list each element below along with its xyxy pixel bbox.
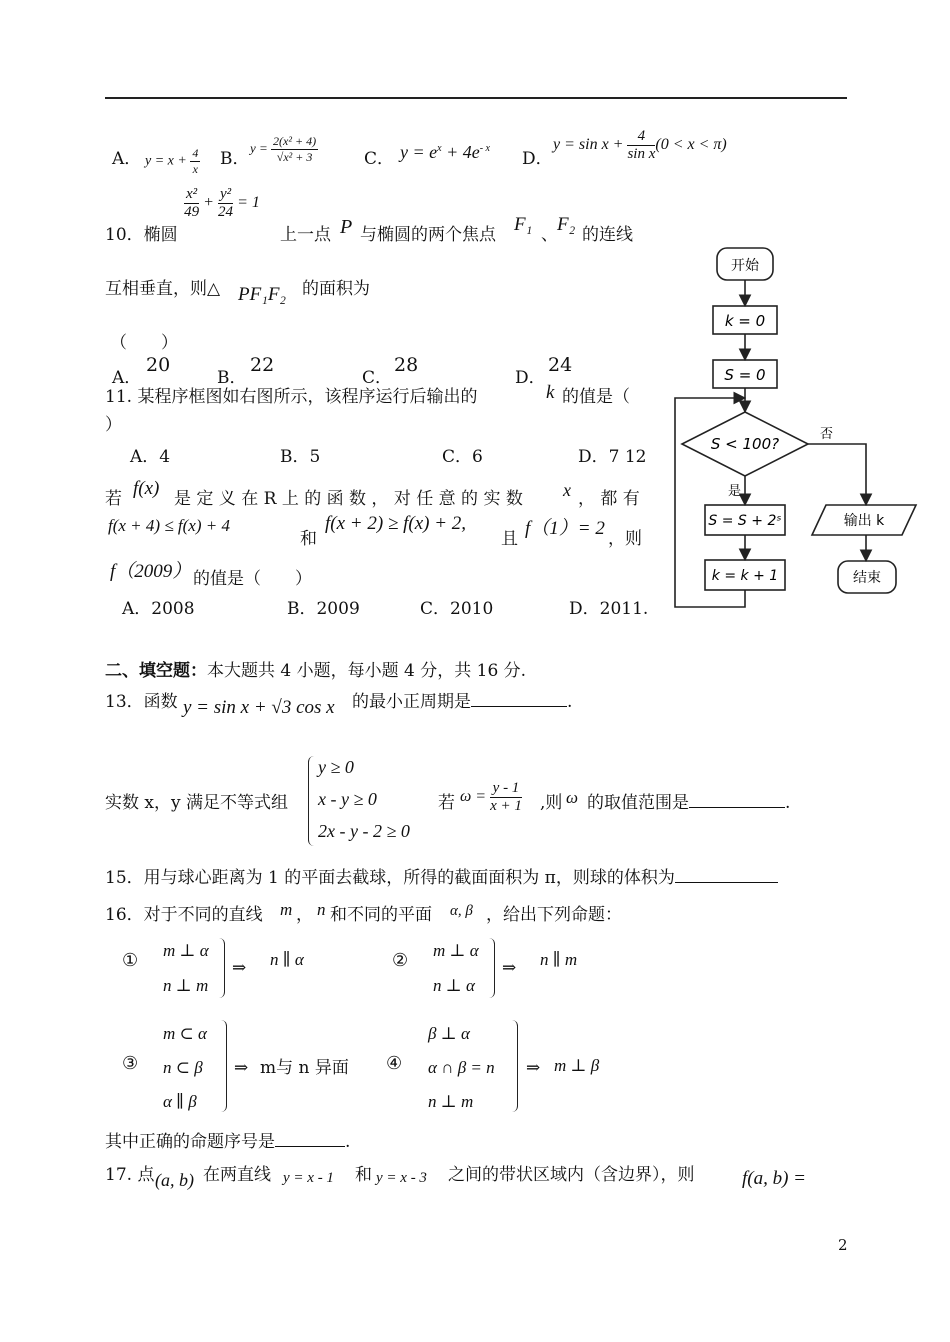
q12-line1-b: 是 定 义 在 R 上 的 函 数 ， 对 任 意 的 实 数: [174, 489, 523, 509]
q16-prop1-result: n ∥ α: [270, 950, 304, 969]
q11-k: k: [546, 382, 555, 403]
q12-cond: f（1）= 2: [525, 518, 605, 539]
flow-s0-label: S = 0: [724, 366, 766, 384]
q15-answer-blank: [675, 866, 778, 883]
q10-triangle: PF₁F₂: [238, 284, 287, 305]
q10-opt-d-label: D．: [515, 368, 546, 388]
q16-prop2-num: ②: [392, 950, 409, 971]
q17-line1: y = x - 1: [283, 1170, 334, 1186]
q16-text-a: 16．对于不同的直线: [105, 905, 263, 925]
q11-text-end: 的值是（: [562, 387, 630, 407]
q10-line2: 互相垂直，则△: [105, 279, 221, 299]
header-rule: [105, 97, 847, 99]
q12-and: 和: [300, 529, 317, 549]
question-15: [105, 863, 778, 888]
q10-text2: 与椭圆的两个焦点: [360, 225, 496, 245]
q16-n: n: [317, 900, 326, 919]
q10-paren: （ ）: [110, 333, 178, 353]
q10-opt-b-value: 22: [250, 354, 275, 376]
q10-equation: $\frac{\text{x²}}{49}$ + $\frac{\text{y²}}{24}$ = 1: [184, 186, 260, 220]
q11-text: 11. 某程序框图如右图所示，该程序运行后输出的: [105, 387, 478, 407]
q16-prop3-cond1: m ⊂ α: [163, 1024, 207, 1043]
q16-text-b: 和不同的平面: [330, 905, 432, 925]
q14-end: 的取值范围是 .: [587, 793, 791, 813]
q9-option-d-expr: y = sin x + $\frac{4}{\text{sin x}}$ (0 < x < π): [553, 128, 727, 162]
q16-prop1-num: ①: [122, 950, 139, 971]
q16-prop3-brace: [220, 1020, 227, 1112]
flow-end-label: 结束: [853, 570, 881, 586]
q17-text1: 在两直线: [203, 1165, 271, 1185]
program-flowchart: [670, 240, 930, 615]
q11-opt-d: D．7 12: [578, 447, 647, 467]
flow-k0-label: k = 0: [724, 312, 766, 330]
q10-opt-c-label: C．: [362, 368, 393, 388]
flow-yes-label: 是: [728, 484, 742, 499]
q12-opt-b: B．2009: [287, 599, 360, 619]
q10-opt-a-value: 20: [146, 354, 171, 376]
q14-brace: [308, 756, 315, 846]
q12-opt-d: D．2011.: [569, 599, 649, 619]
q16-prop4-result: m ⊥ β: [554, 1056, 600, 1075]
q13-answer-blank: [471, 690, 567, 707]
q14-cond-3: 2x - y - 2 ≥ 0: [318, 821, 410, 841]
q9-option-a-expr: y = x + $\frac{4}{x}$: [145, 146, 199, 176]
q16-prop1-brace: [218, 938, 225, 998]
flow-start-label: 开始: [731, 258, 759, 274]
q10-opt-a-label: A．: [112, 368, 142, 388]
q16-prop4-cond2: α ∩ β = n: [428, 1058, 495, 1077]
flow-update-s-label: S = S + 2ˢ: [708, 513, 782, 529]
q16-prop4-brace: [511, 1020, 518, 1112]
q14-omega-def: ω = $\frac{y - 1}{x + 1}$: [460, 780, 522, 814]
q13-end: 的最小正周期是 .: [352, 692, 573, 712]
q12-then: ，则: [608, 529, 642, 549]
q12-ineq2: f(x + 2) ≥ f(x) + 2,: [325, 513, 467, 534]
q12-ruo: 若: [105, 489, 122, 509]
q12-line1-c: ， 都 有: [578, 489, 640, 509]
q16-answer: 其中正确的命题序号是 .: [105, 1132, 351, 1152]
q17-point: (a, b): [155, 1170, 194, 1190]
q10-line2-end: 的面积为: [302, 279, 370, 299]
q10-f1: F₁: [514, 214, 533, 235]
section-2-desc: 本大题共 4 小题，每小题 4 分，共 16 分.: [207, 661, 527, 681]
q11-opt-b: B．5: [280, 447, 321, 467]
q14-omega: ω: [566, 788, 579, 807]
section-2-title: 二、填空题：: [105, 661, 207, 681]
q15-text: 15．用与球心距离为 1 的平面去截球，所得的截面面积为 π，则球的体积为: [105, 868, 675, 888]
q12-ask: 的值是（ ）: [193, 569, 312, 589]
q16-prop2-result: n ∥ m: [540, 950, 578, 969]
q11-opt-a: A．4: [130, 447, 171, 467]
q10-number: 10．椭圆: [105, 225, 178, 245]
q11-close: ）: [105, 415, 122, 435]
q17-text2: 之间的带状区域内（含边界），则: [448, 1165, 695, 1185]
q12-f2009: f（2009）: [110, 561, 192, 582]
q10-f2: F₂: [557, 214, 576, 235]
q14-answer-blank: [689, 791, 785, 808]
flow-output-label: 输出 k: [843, 513, 885, 529]
q12-opt-a: A．2008: [122, 599, 195, 619]
q17-fab: f(a, b) =: [742, 1168, 807, 1189]
q14-label: 实数 x，y 满足不等式组: [105, 793, 288, 813]
flow-decision-label: S < 100?: [710, 435, 780, 453]
q12-qie: 且: [501, 529, 518, 549]
q16-answer-blank: [275, 1130, 345, 1147]
q12-fx: f(x): [133, 478, 160, 499]
q12-opt-c: C．2010: [420, 599, 494, 619]
q16-prop2-implies: ⇒: [502, 958, 517, 978]
q16-prop3-implies: ⇒: [234, 1058, 249, 1078]
q14-cond-1: y ≥ 0: [318, 757, 354, 777]
q16-prop4-num: ④: [386, 1053, 403, 1074]
q17-label: 17. 点: [105, 1165, 155, 1185]
q12-ineq1: f(x + 4) ≤ f(x) + 4: [108, 516, 230, 535]
q12-x: x: [563, 480, 571, 500]
q16-m: m: [280, 900, 293, 919]
q10-opt-d-value: 24: [548, 354, 573, 376]
q17-line2: y = x - 3: [376, 1170, 427, 1186]
q10-opt-c-value: 28: [394, 354, 419, 376]
q16-prop2-cond1: m ⊥ α: [433, 941, 479, 960]
flow-no-label: 否: [820, 427, 834, 442]
q16-prop3-cond2: n ⊂ β: [163, 1058, 203, 1077]
q16-prop2-cond2: n ⊥ α: [433, 976, 475, 995]
q16-prop2-brace: [488, 938, 495, 998]
q14-ruo: 若: [438, 793, 455, 813]
q13-expr: y = sin x + √3 cos x: [183, 697, 335, 718]
q10-point-p: P: [340, 216, 353, 238]
q10-text1: 上一点: [280, 225, 331, 245]
q16-prop3-result: m与 n 异面: [260, 1058, 349, 1078]
q16-text-c: ，给出下列命题：: [486, 905, 622, 925]
q14-cond-2: x - y ≥ 0: [318, 789, 377, 809]
q9-option-d-label: D．: [522, 149, 553, 169]
q10-text3: 的连线: [582, 225, 633, 245]
q16-prop1-cond2: n ⊥ m: [163, 976, 209, 995]
q16-prop4-cond3: n ⊥ m: [428, 1092, 474, 1111]
q16-prop1-implies: ⇒: [232, 958, 247, 978]
q16-comma: ，: [296, 905, 313, 925]
q16-prop3-num: ③: [122, 1053, 139, 1074]
q14-ze: ,则: [540, 793, 563, 813]
q9-option-b-expr: y = $\frac{\text{2(x² + 4)}}{\text{√x² + 3}}$: [250, 134, 317, 164]
q16-prop4-implies: ⇒: [526, 1058, 541, 1078]
q9-option-a-label: A．: [112, 149, 142, 169]
q13-label: 13．函数: [105, 692, 178, 712]
section-2-heading: [105, 656, 526, 681]
q9-option-c-label: C．: [364, 149, 395, 169]
q9-option-b-label: B．: [220, 149, 250, 169]
q10-sep: 、: [541, 225, 558, 245]
flow-update-k-label: k = k + 1: [711, 568, 779, 584]
q16-planes: α, β: [450, 903, 473, 919]
q11-opt-c: C．6: [442, 447, 483, 467]
q17-and: 和: [355, 1165, 372, 1185]
q16-prop3-cond3: α ∥ β: [163, 1092, 197, 1111]
q16-prop1-cond1: m ⊥ α: [163, 941, 209, 960]
q16-prop4-cond1: β ⊥ α: [428, 1024, 470, 1043]
page-number: 2: [838, 1236, 848, 1254]
q10-opt-b-label: B．: [217, 368, 247, 388]
q9-option-c-expr: $y = e^x + 4e^{- x}$: [400, 142, 490, 162]
